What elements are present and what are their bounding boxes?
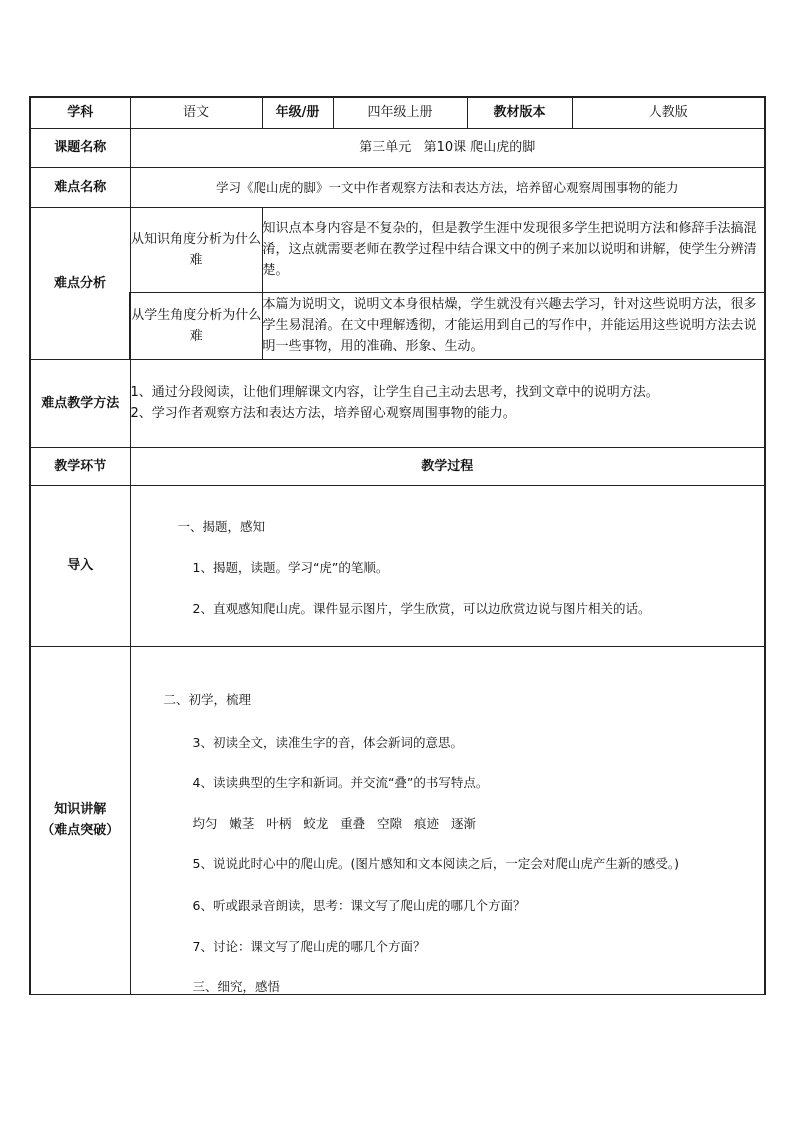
header-row <box>30 97 765 128</box>
subject-label: 学科 <box>30 97 130 128</box>
grade-value: 四年级上册 <box>333 97 467 128</box>
knowledge-label-line2: （难点突破） <box>41 823 120 838</box>
lesson-plan-table <box>29 96 766 995</box>
subject-value: 语文 <box>130 97 262 128</box>
methods-item: 1、通过分段阅读，让他们理解课文内容，让学生自己主动去思考，找到文章中的说明方法。 <box>130 385 659 400</box>
methods-item: 2、学习作者观察方法和表达方法，培养留心观察周围事物的能力。 <box>130 406 516 421</box>
intro-line: 1、揭题，读题。学习“虎”的笔顺。 <box>192 559 389 575</box>
methods-row <box>30 359 765 447</box>
knowledge-line: 6、听或跟录音朗读，思考：课文写了爬山虎的哪几个方面？ <box>192 897 526 913</box>
lesson-row <box>30 128 765 167</box>
knowledge-line: 5、说说此时心中的爬山虎。(图片感知和文本阅读之后，一定会对爬山虎产生新的感受。) <box>192 855 679 871</box>
edition-value: 人教版 <box>572 97 765 128</box>
knowledge-line: 7、讨论：课文写了爬山虎的哪几个方面？ <box>192 938 426 954</box>
difficulty-row <box>30 167 765 207</box>
student-angle-label: 从学生角度分析为什么难 <box>130 292 262 359</box>
knowledge-line: 三、细究，感悟 <box>192 978 281 994</box>
knowledge-angle-text: 知识点本身内容是不复杂的，但是教学生涯中发现很多学生把说明方法和修辞手法搞混淆，这点就需要老师在教学过程中结合课文中的例子来加以说明和讲解，使学生分辨清楚。 <box>262 207 765 292</box>
difficulty-text: 学习《爬山虎的脚》一文中作者观察方法和表达方法，培养留心观察周围事物的能力 <box>130 167 765 207</box>
difficulty-label: 难点名称 <box>30 167 130 207</box>
knowledge-line: 二、初学，梳理 <box>163 691 252 707</box>
intro-content <box>130 485 765 646</box>
process-header-row <box>30 447 765 485</box>
grade-label: 年级/册 <box>262 97 333 128</box>
lesson-title: 第三单元 第10课 爬山虎的脚 <box>130 128 765 167</box>
intro-label: 导入 <box>30 485 130 646</box>
analysis-row-student <box>30 292 765 359</box>
knowledge-label-line1: 知识讲解 <box>54 802 107 817</box>
lesson-label: 课题名称 <box>30 128 130 167</box>
knowledge-vocab-line: 均匀 嫩茎 叶柄 蛟龙 重叠 空隙 痕迹 逐渐 <box>192 815 476 831</box>
intro-line: 2、直观感知爬山虎。课件显示图片，学生欣赏，可以边欣赏边说与图片相关的话。 <box>192 600 651 616</box>
process-header: 教学过程 <box>130 447 765 485</box>
knowledge-line: 3、初读全文，读准生字的音，体会新词的意思。 <box>192 734 463 750</box>
methods-list <box>130 359 765 447</box>
intro-row <box>30 485 765 646</box>
edition-label: 教材版本 <box>467 97 572 128</box>
knowledge-angle-label: 从知识角度分析为什么难 <box>130 207 262 292</box>
knowledge-label <box>30 646 130 994</box>
stage-header: 教学环节 <box>30 447 130 485</box>
intro-line: 一、揭题，感知 <box>177 518 266 534</box>
analysis-label: 难点分析 <box>30 207 130 359</box>
student-angle-text: 本篇为说明文，说明文本身很枯燥，学生就没有兴趣去学习，针对这些说明方法，很多学生易混淆。在文中理解透彻，才能运用到自己的写作中，并能运用这些说明方法去说明一些事物，用的准确、形象、生动。 <box>262 292 765 359</box>
analysis-row-knowledge <box>30 207 765 292</box>
knowledge-line: 4、读读典型的生字和新词。并交流“叠”的书写特点。 <box>192 774 489 790</box>
knowledge-row <box>30 646 765 994</box>
methods-label: 难点教学方法 <box>30 359 130 447</box>
knowledge-content <box>130 646 765 994</box>
